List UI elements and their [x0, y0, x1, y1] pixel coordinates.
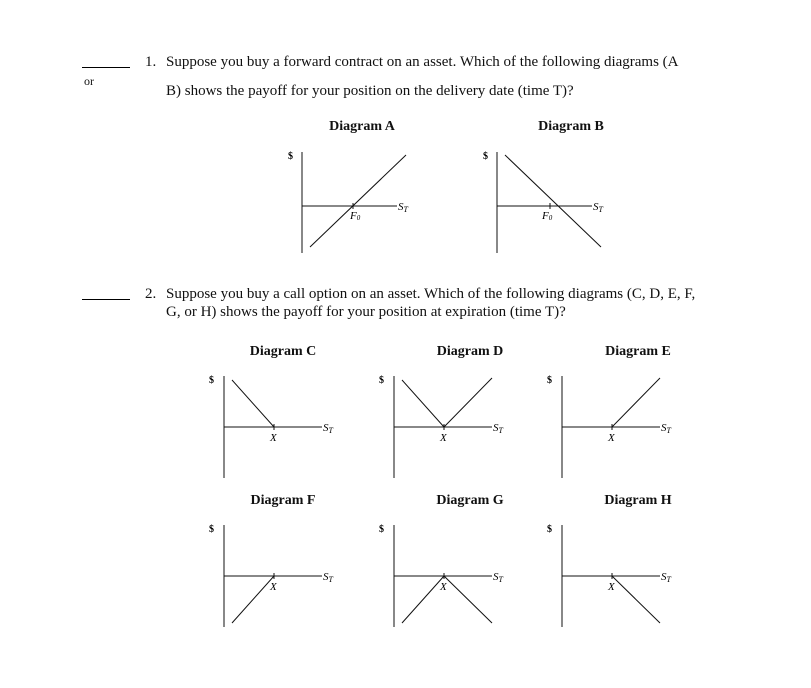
or-label: or [84, 74, 94, 88]
diagram-f-x-axis-label: ST [323, 571, 333, 584]
diagram-g-chart [372, 519, 532, 631]
diagram-g-y-axis-label: $ [379, 524, 384, 535]
diagram-a-title: Diagram A [329, 119, 395, 134]
diagram-b-payoff-line [505, 155, 601, 247]
diagram-f-payoff-line [232, 576, 322, 623]
diagram-c-payoff-line [232, 380, 322, 427]
answer-blank-1[interactable] [82, 67, 130, 68]
diagram-h-x-axis-label: ST [661, 571, 671, 584]
diagram-b-chart [475, 145, 635, 255]
question-2-text-line1: Suppose you buy a call option on an asset. Which of the following diagrams (C, D, E, F, [166, 286, 696, 302]
diagram-c-y-axis-label: $ [209, 375, 214, 386]
diagram-d-y-axis-label: $ [379, 375, 384, 386]
diagram-h-y-axis-label: $ [547, 524, 552, 535]
diagram-g-title: Diagram G [436, 493, 504, 508]
diagram-f-chart [202, 519, 362, 631]
diagram-a-chart [280, 145, 440, 255]
diagram-f-strike-label: X [270, 581, 277, 593]
diagram-a-y-axis-label: $ [288, 151, 293, 162]
diagram-e-y-axis-label: $ [547, 375, 552, 386]
diagram-c-chart [202, 370, 362, 482]
diagram-h-strike-label: X [608, 581, 615, 593]
diagram-h-title: Diagram H [604, 493, 672, 508]
diagram-c-strike-label: X [270, 432, 277, 444]
diagram-g-strike-label: X [440, 581, 447, 593]
question-1-text-line2: B) shows the payoff for your position on the delivery date (time T)? [166, 83, 574, 99]
diagram-h-chart [540, 519, 700, 631]
question-1-text-line1: Suppose you buy a forward contract on an asset. Which of the following diagrams (A [166, 54, 679, 70]
diagram-e-chart [540, 370, 700, 482]
diagram-d-payoff-line [402, 378, 492, 427]
diagram-f-title: Diagram F [250, 493, 316, 508]
diagram-d-title: Diagram D [436, 344, 504, 359]
question-2-number: 2. [145, 286, 157, 302]
diagram-b-y-axis-label: $ [483, 151, 488, 162]
question-1-number: 1. [145, 54, 157, 70]
diagram-c-x-axis-label: ST [323, 422, 333, 435]
question-2-text-line2: G, or H) shows the payoff for your position at expiration (time T)? [166, 304, 566, 320]
answer-blank-2[interactable] [82, 299, 130, 300]
diagram-a-marker-label: F0 [350, 210, 361, 222]
diagram-g-x-axis-label: ST [493, 571, 503, 584]
diagram-e-title: Diagram E [605, 344, 671, 359]
diagram-b-title: Diagram B [538, 119, 604, 134]
diagram-b-x-axis-label: ST [593, 201, 603, 214]
diagram-f-y-axis-label: $ [209, 524, 214, 535]
diagram-g-payoff-line [402, 576, 492, 623]
diagram-d-strike-label: X [440, 432, 447, 444]
diagram-d-chart [372, 370, 532, 482]
diagram-e-strike-label: X [608, 432, 615, 444]
diagram-d-x-axis-label: ST [493, 422, 503, 435]
diagram-b-marker-label: F0 [542, 210, 553, 222]
diagram-a-x-axis-label: ST [398, 201, 408, 214]
diagram-e-x-axis-label: ST [661, 422, 671, 435]
diagram-a-payoff-line [310, 155, 406, 247]
diagram-c-title: Diagram C [249, 344, 317, 359]
diagram-e-payoff-line [562, 378, 660, 427]
